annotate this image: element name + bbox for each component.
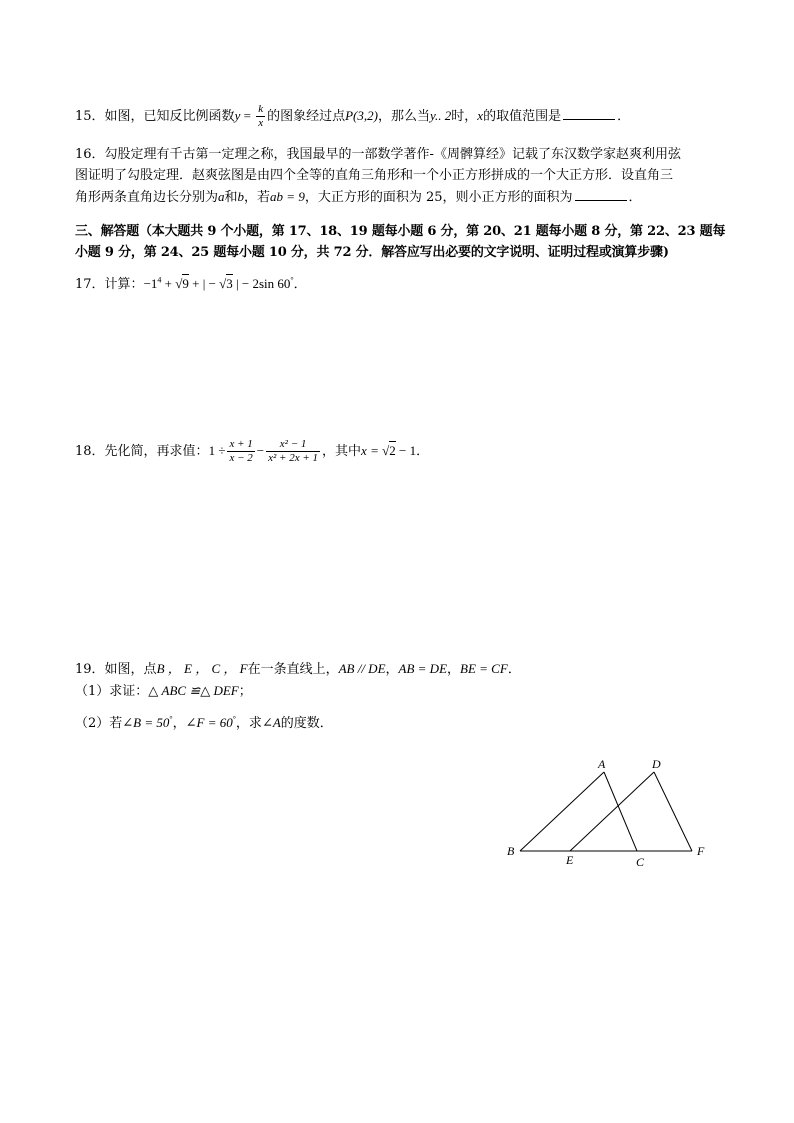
label-a: A (598, 757, 606, 771)
question-18: 18．先化简，再求值：1 ÷ $\frac{x + 1}{x - 2}$ − $\frac{\text{x² − 1}}{\text{x² + 2x + 1}}$ ，其中x = √2 − 1． (75, 438, 430, 464)
question-15: 15．如图，已知反比例函数y = $\frac{k}{x}$ 的图象经过点P(3,2)，那么当y.. 2时，x的取值范围是 ． (75, 103, 631, 129)
question-17: 17．计算：$-1^4 + √9$ + | − √3 | − 2sin 60°． (75, 275, 307, 292)
segment-df (654, 772, 692, 851)
label-e: E (566, 853, 574, 867)
q16-answer-blank[interactable] (575, 190, 627, 201)
q17-number: 17． (75, 277, 105, 292)
q15-answer-blank[interactable] (563, 109, 615, 120)
question-19-part-2: （2）若∠B = 50°，∠F = 60°，求∠A的度数． (75, 714, 333, 731)
question-19-part-1: （1）求证：△ ABC ≌△ DEF； (75, 683, 252, 699)
question-19: 19．如图，点B ， E ， C ， F在一条直线上，AB // DE，AB = DE，BE = CF． (75, 661, 521, 677)
label-d: D (652, 757, 661, 771)
segment-ab (520, 772, 604, 851)
question-16-line-1: 16．勾股定理有千古第一定理之称，我国最早的一部数学著作-《周髀算经》记载了东汉数学家赵爽利用弦 (75, 147, 681, 162)
q18-number: 18． (75, 444, 105, 459)
question-16-line-3: 角形两条直角边长分别为a和b，若ab = 9，大正方形的面积为 25，则小正方形的面积为 ． (75, 189, 642, 205)
section-3-header-line-2: 小题 9 分，第 24、25 题每小题 10 分，共 72 分．解答应写出必要的文字说明、证明过程或演算步骤) (75, 245, 669, 260)
question-16-line-2: 图证明了勾股定理．赵爽弦图是由四个全等的直角三角形和一个小正方形拼成的一个大正方形．设直角三 (75, 168, 674, 183)
q18-fraction-2: $\frac{\text{x² − 1}}{\text{x² + 2x + 1}}$ (268, 438, 319, 464)
label-f: F (697, 844, 705, 858)
q15-fraction: $\frac{k}{x}$ (258, 103, 264, 129)
q18-fraction-1: $\frac{x + 1}{x - 2}$ (229, 438, 253, 464)
q19-triangle-figure (495, 752, 725, 877)
q15-number: 15． (75, 109, 105, 124)
q19-number: 19． (75, 662, 105, 677)
label-c: C (636, 855, 645, 869)
segment-ac (604, 772, 637, 851)
q16-number: 16． (75, 147, 105, 162)
section-3-header-line-1: 三、解答题（本大题共 9 个小题，第 17、18、19 题每小题 6 分，第 20、21 题每小题 8 分，第 22、23 题每 (75, 224, 726, 239)
segment-de (570, 772, 654, 851)
label-b: B (507, 844, 515, 858)
